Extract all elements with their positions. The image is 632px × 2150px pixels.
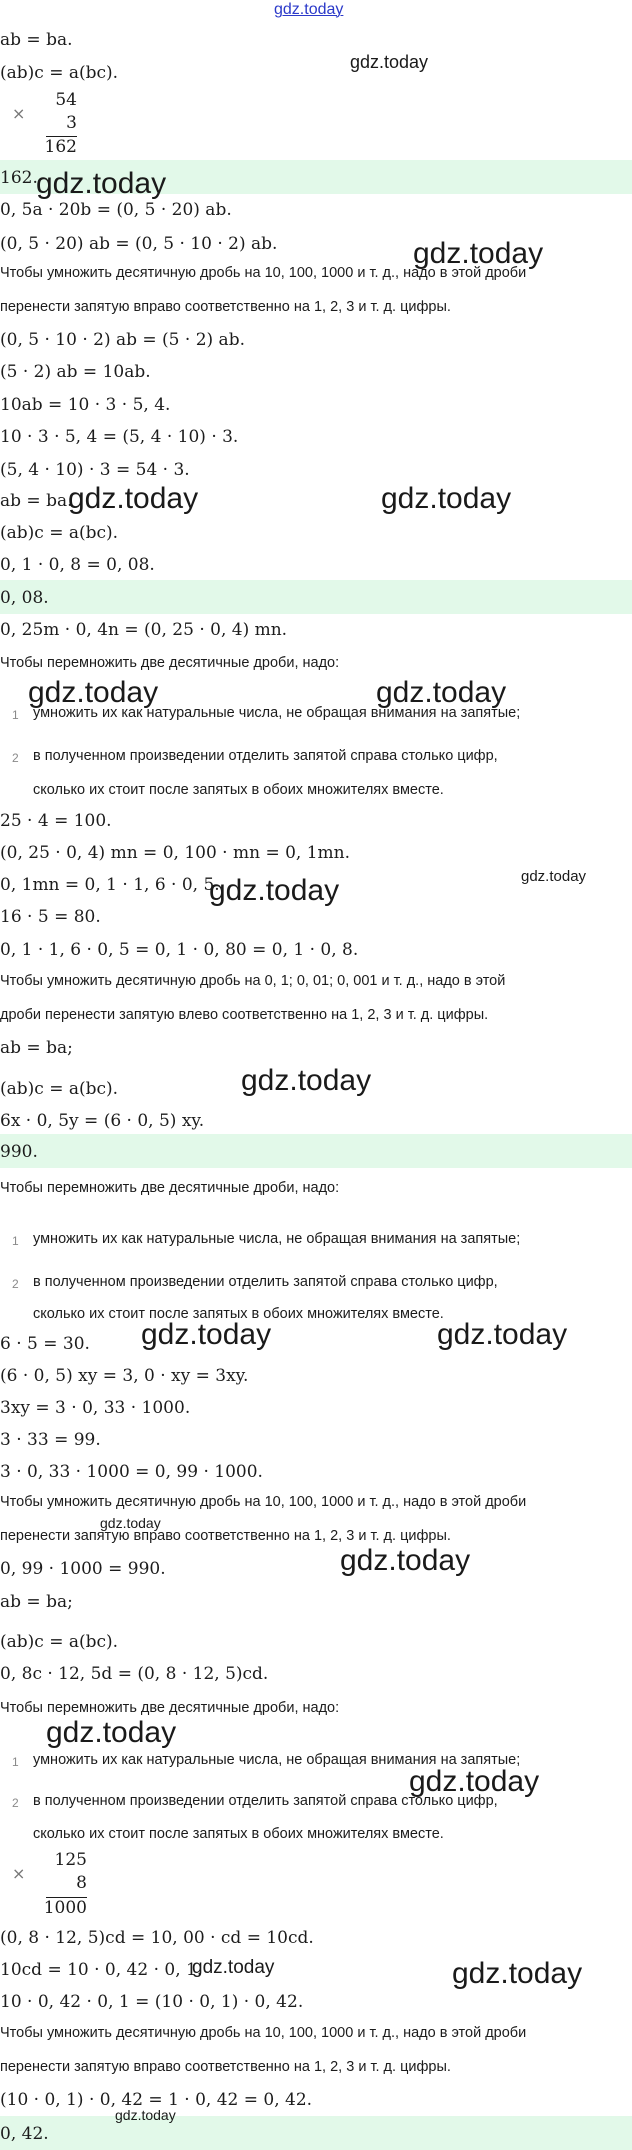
rule-text: Чтобы умножить десятичную дробь на 10, 100, 1000 и т. д., надо в этой дроби: [0, 1494, 527, 1510]
watermark: gdz.today: [437, 1318, 568, 1351]
formula-line: (0, 8 · 12, 5)cd = 10, 00 · cd = 10cd.: [0, 1928, 314, 1948]
watermark: gdz.today: [46, 1716, 177, 1749]
list-number: 1: [12, 708, 19, 722]
formula-line: 3xy = 3 · 0, 33 · 1000.: [0, 1398, 191, 1418]
formula-line: (10 · 0, 1) · 0, 42 = 1 · 0, 42 = 0, 42.: [0, 2090, 313, 2110]
mult-result: 162: [44, 137, 77, 157]
answer-band-2: [0, 580, 632, 614]
formula-line: (0, 5 · 10 · 2) ab = (5 · 2) ab.: [0, 330, 245, 350]
formula-line: (ab)c = a(bc).: [0, 1632, 119, 1652]
rule-text: дроби перенести запятую влево соответственно на 1, 2, 3 и т. д. цифры.: [0, 1007, 489, 1023]
watermark: gdz.today: [192, 1957, 275, 1978]
list-item: умножить их как натуральные числа, не обращая внимания на запятые;: [33, 705, 521, 721]
formula-line: 0, 25m · 0, 4n = (0, 25 · 0, 4) mn.: [0, 620, 288, 640]
answer-band-4: [0, 2116, 632, 2150]
formula-line: (0, 5 · 20) ab = (0, 5 · 10 · 2) ab.: [0, 234, 278, 254]
formula-line: 0, 99 · 1000 = 990.: [0, 1559, 166, 1579]
formula-line: 10 · 3 · 5, 4 = (5, 4 · 10) · 3.: [0, 427, 239, 447]
rule-text: Чтобы перемножить две десятичные дроби, надо:: [0, 1180, 340, 1196]
mult-operand-bottom: 8: [76, 1873, 87, 1893]
watermark: gdz.today: [413, 237, 544, 270]
list-item-continued: сколько их стоит после запятых в обоих множителях вместе.: [33, 1306, 444, 1322]
formula-line: 6 · 5 = 30.: [0, 1334, 90, 1354]
list-number: 1: [12, 1755, 19, 1769]
watermark: gdz.today: [381, 482, 512, 515]
formula-line: 10 · 0, 42 · 0, 1 = (10 · 0, 1) · 0, 42.: [0, 1992, 304, 2012]
watermark: gdz.today: [100, 1515, 161, 1531]
list-item: в полученном произведении отделить запятой справа столько цифр,: [33, 1274, 498, 1290]
watermark: gdz.today: [452, 1957, 583, 1990]
watermark: gdz.today: [141, 1318, 272, 1351]
list-number: 2: [12, 1796, 19, 1810]
formula-line: 3 · 0, 33 · 1000 = 0, 99 · 1000.: [0, 1462, 263, 1482]
mult-operand-top: 54: [55, 90, 77, 110]
list-number: 1: [12, 1234, 19, 1248]
mult-operand-top: 125: [54, 1850, 87, 1870]
formula-line: (5 · 2) ab = 10ab.: [0, 362, 151, 382]
answer-3: 990.: [0, 1142, 38, 1162]
answer-band-3: [0, 1134, 632, 1168]
list-number: 2: [12, 1277, 19, 1291]
formula-line: (0, 25 · 0, 4) mn = 0, 100 · mn = 0, 1mn.: [0, 843, 351, 863]
formula-line: ab = ba.: [0, 491, 73, 511]
watermark: gdz.today: [350, 52, 429, 72]
rule-text: Чтобы умножить десятичную дробь на 10, 100, 1000 и т. д., надо в этой дроби: [0, 2025, 527, 2041]
mult-result: 1000: [43, 1898, 87, 1918]
watermark: gdz.today: [115, 2107, 176, 2123]
rule-text: перенести запятую вправо соответственно на 1, 2, 3 и т. д. цифры.: [0, 1528, 451, 1544]
answer-2: 0, 08.: [0, 588, 49, 608]
formula-line: (5, 4 · 10) · 3 = 54 · 3.: [0, 460, 190, 480]
formula-line: 6x · 0, 5y = (6 · 0, 5) xy.: [0, 1111, 205, 1131]
formula-line: ab = ba;: [0, 1038, 73, 1058]
formula-line: 16 · 5 = 80.: [0, 907, 101, 927]
watermark: gdz.today: [36, 167, 167, 200]
formula-line: (ab)c = a(bc).: [0, 523, 119, 543]
top-watermark-link[interactable]: gdz.today: [274, 1, 344, 18]
formula-line: ab = ba;: [0, 1592, 73, 1612]
list-item-continued: сколько их стоит после запятых в обоих множителях вместе.: [33, 782, 444, 798]
answer-4: 0, 42.: [0, 2124, 49, 2144]
formula-line: (ab)c = a(bc).: [0, 63, 119, 83]
formula-line: 25 · 4 = 100.: [0, 811, 112, 831]
rule-text: перенести запятую вправо соответственно на 1, 2, 3 и т. д. цифры.: [0, 2059, 451, 2075]
list-item: в полученном произведении отделить запятой справа столько цифр,: [33, 748, 498, 764]
formula-line: 10ab = 10 · 3 · 5, 4.: [0, 395, 171, 415]
multiply-sign: ×: [12, 1864, 26, 1883]
formula-line: 10cd = 10 · 0, 42 · 0, 1.: [0, 1960, 203, 1980]
list-number: 2: [12, 751, 19, 765]
watermark: gdz.today: [521, 868, 587, 885]
watermark: gdz.today: [409, 1765, 540, 1798]
rule-text: Чтобы перемножить две десятичные дроби, надо:: [0, 655, 340, 671]
watermark: gdz.today: [68, 482, 199, 515]
rule-text: Чтобы умножить десятичную дробь на 0, 1; 0, 01; 0, 001 и т. д., надо в этой: [0, 973, 506, 989]
watermark: gdz.today: [28, 676, 159, 709]
answer-1: 162.: [0, 168, 38, 188]
formula-line: (6 · 0, 5) xy = 3, 0 · xy = 3xy.: [0, 1366, 249, 1386]
rule-text: Чтобы умножить десятичную дробь на 10, 100, 1000 и т. д., надо в этой дроби: [0, 265, 527, 281]
formula-line: 0, 1mn = 0, 1 · 1, 6 · 0, 5.: [0, 875, 220, 895]
formula-line: ab = ba.: [0, 30, 73, 50]
formula-line: 0, 5a · 20b = (0, 5 · 20) ab.: [0, 200, 232, 220]
formula-line: 0, 1 · 0, 8 = 0, 08.: [0, 555, 155, 575]
list-item: умножить их как натуральные числа, не обращая внимания на запятые;: [33, 1752, 521, 1768]
mult-operand-bottom: 3: [66, 113, 77, 133]
list-item: в полученном произведении отделить запятой справа столько цифр,: [33, 1793, 498, 1809]
watermark: gdz.today: [340, 1544, 471, 1577]
watermark: gdz.today: [376, 676, 507, 709]
rule-text: Чтобы перемножить две десятичные дроби, надо:: [0, 1700, 340, 1716]
list-item-continued: сколько их стоит после запятых в обоих множителях вместе.: [33, 1826, 444, 1842]
formula-line: 0, 1 · 1, 6 · 0, 5 = 0, 1 · 0, 80 = 0, 1 · 0, 8.: [0, 940, 359, 960]
watermark: gdz.today: [241, 1064, 372, 1097]
multiply-sign: ×: [12, 104, 26, 123]
rule-text: перенести запятую вправо соответственно на 1, 2, 3 и т. д. цифры.: [0, 299, 451, 315]
formula-line: 0, 8c · 12, 5d = (0, 8 · 12, 5)cd.: [0, 1664, 269, 1684]
watermark: gdz.today: [209, 874, 340, 907]
formula-line: (ab)c = a(bc).: [0, 1079, 119, 1099]
list-item: умножить их как натуральные числа, не обращая внимания на запятые;: [33, 1231, 521, 1247]
formula-line: 3 · 33 = 99.: [0, 1430, 101, 1450]
